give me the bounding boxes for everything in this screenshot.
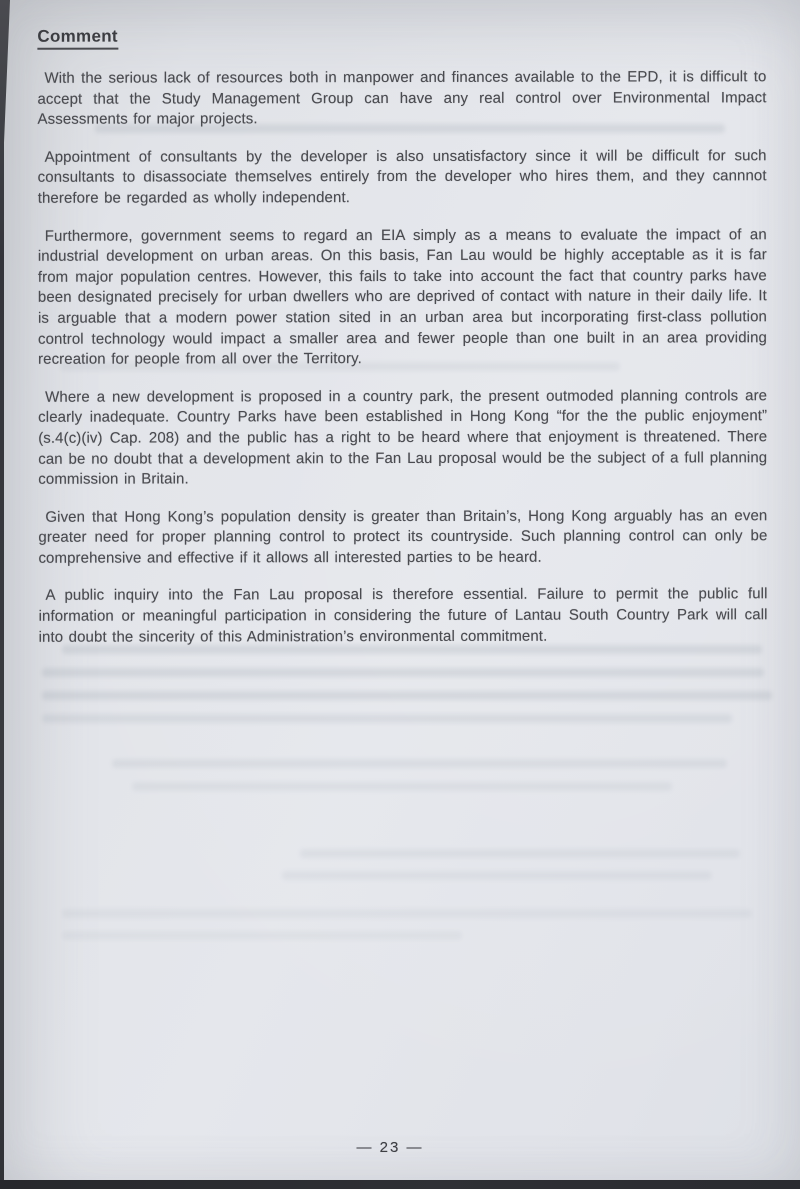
ghost-showthrough-line: [42, 714, 732, 723]
ghost-showthrough-line: [132, 782, 672, 791]
ghost-showthrough-line: [112, 759, 727, 768]
ghost-showthrough-line: [62, 909, 752, 918]
body-paragraph: Appointment of consultants by the developer is also unsatisfactory since it will be difficult for such consultants to disassociate themselves entirely from the developer who hires them, and they cannnot therefore be regarded as wholly independent.: [37, 147, 767, 207]
body-paragraph: Given that Hong Kong’s population density is greater than Britain’s, Hong Kong arguably has an even greater need for proper planning control to protect its countryside. Such planning control can only be comprehensive and effective if it allows all interested parties to be heard.: [38, 506, 768, 567]
body-paragraph: With the serious lack of resources both in manpower and finances available to the EPD, it is difficult to accept that the Study Management Group can have any real control over Environmental Impact Assessments for major projects.: [37, 68, 767, 128]
body-paragraph: A public inquiry into the Fan Lau proposal is therefore essential. Failure to permit the public full information or meaningful participation in considering the future of Lantau South Country Park will call into doubt the sincerity of this Administration’s environmental commitment.: [38, 585, 768, 646]
ghost-showthrough-line: [62, 931, 462, 940]
page-number: — 23 —: [356, 1139, 424, 1156]
ghost-showthrough-line: [282, 871, 712, 880]
body-paragraph: Where a new development is proposed in a country park, the present outmoded planning controls are clearly inadequate. Country Parks have been established in Hong Kong “for the the public enjoyment” (s.4(c)(iv) Cap. 208) and the public has a right to be heard where that enjoyment is threatened. There can be no doubt that a development akin to the Fan Lau proposal would be the subject of a full planning commission in Britain.: [38, 386, 768, 488]
scan-edge-bottom: [0, 1180, 800, 1189]
scan-edge-left: [0, 0, 10, 1189]
section-heading: Comment: [37, 27, 118, 50]
ghost-showthrough-line: [300, 849, 740, 858]
body-paragraph: Furthermore, government seems to regard an EIA simply as a means to evaluate the impact of an industrial development on urban areas. On this basis, Fan Lau would be highly acceptable as it is far from major population centres. However, this fails to take into account the fact that country parks have been designated precisely for urban dwellers who are deprived of contact with nature in their daily life. It is arguable that a modern power station sited in an urban area but incorporating first-class pollution control technology would impact a smaller area and fewer people than one built in an area providing recreation for people from all over the Territory.: [37, 225, 768, 368]
document-body: [37, 25, 767, 665]
ghost-showthrough-line: [42, 691, 772, 700]
ghost-showthrough-line: [42, 668, 764, 677]
